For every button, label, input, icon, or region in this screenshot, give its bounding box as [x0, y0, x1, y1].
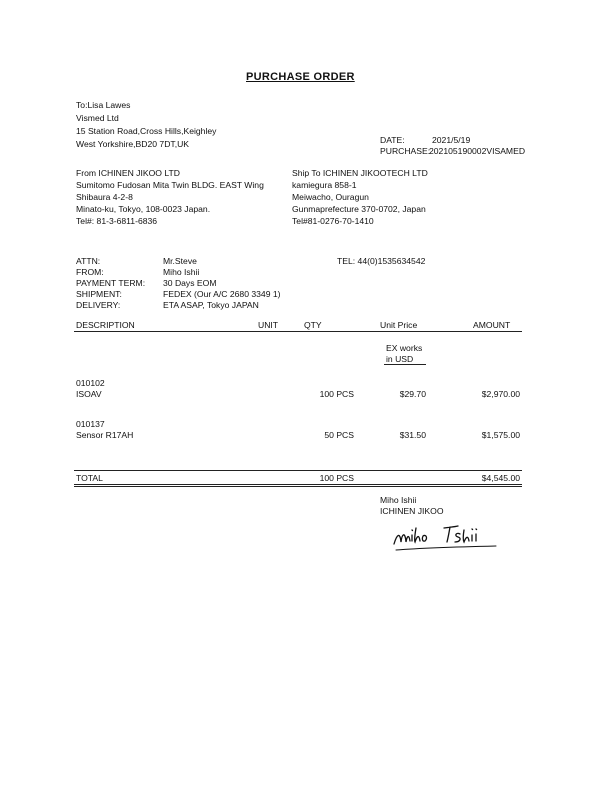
total-amount: $4,545.00	[481, 473, 520, 483]
payment-term-label: PAYMENT TERM:	[76, 278, 146, 288]
total-qty: 100 PCS	[319, 473, 354, 483]
from-value: Miho Ishii	[163, 267, 200, 277]
ship-to-line-4: Gunmaprefecture 370-0702, Japan	[292, 204, 426, 214]
to-address-2: West Yorkshire,BD20 7DT,UK	[76, 139, 190, 149]
item-2-qty: 50 PCS	[324, 430, 354, 440]
terms-underline	[384, 364, 426, 365]
from-label: FROM:	[76, 267, 104, 277]
total-top-divider	[74, 470, 522, 471]
total-label: TOTAL	[76, 473, 103, 483]
from-line-2: Sumitomo Fudosan Mita Twin BLDG. EAST Wing	[76, 180, 264, 190]
date-value: 2021/5/19	[432, 135, 471, 145]
from-line-1: From ICHINEN JIKOO LTD	[76, 168, 180, 178]
col-unit-price: Unit Price	[380, 320, 418, 330]
date-label: DATE:	[380, 135, 405, 145]
from-line-3: Shibaura 4-2-8	[76, 192, 133, 202]
delivery-label: DELIVERY:	[76, 300, 121, 310]
item-2-amount: $1,575.00	[481, 430, 520, 440]
tel-value: TEL: 44(0)1535634542	[337, 256, 426, 266]
delivery-value: ETA ASAP, Tokyo JAPAN	[163, 300, 259, 310]
signature-image	[392, 520, 502, 554]
ship-to-line-3: Meiwacho, Ouragun	[292, 192, 369, 202]
payment-term-value: 30 Days EOM	[163, 278, 217, 288]
col-amount: AMOUNT	[473, 320, 511, 330]
item-2-code: 010137	[76, 419, 105, 429]
to-address-1: 15 Station Road,Cross Hills,Keighley	[76, 126, 217, 136]
to-name: To:Lisa Lawes	[76, 100, 131, 110]
terms-line-2: in USD	[386, 354, 414, 364]
shipment-label: SHIPMENT:	[76, 289, 122, 299]
item-1-code: 010102	[76, 378, 105, 388]
item-1-qty: 100 PCS	[319, 389, 354, 399]
ship-to-line-2: kamiegura 858-1	[292, 180, 357, 190]
item-1-price: $29.70	[399, 389, 426, 399]
to-company: Vismed Ltd	[76, 113, 119, 123]
purchase-value: 202105190002VISAMED	[429, 146, 526, 156]
item-1-name: ISOAV	[76, 389, 102, 399]
item-2-price: $31.50	[399, 430, 426, 440]
ship-to-line-5: Tel#81-0276-70-1410	[292, 216, 374, 226]
purchase-label: PURCHASE:	[380, 146, 431, 156]
terms-line-1: EX works	[386, 343, 423, 353]
header-divider	[74, 331, 522, 332]
from-line-5: Tel#: 81-3-6811-6836	[76, 216, 158, 226]
col-description: DESCRIPTION	[76, 320, 135, 330]
total-bottom-divider	[74, 484, 522, 487]
from-line-4: Minato-ku, Tokyo, 108-0023 Japan.	[76, 204, 211, 214]
attn-label: ATTN:	[76, 256, 101, 266]
ship-to-line-1: Ship To ICHINEN JIKOOTECH LTD	[292, 168, 428, 178]
shipment-value: FEDEX (Our A/C 2680 3349 1)	[163, 289, 281, 299]
attn-value: Mr.Steve	[163, 256, 197, 266]
signoff-company: ICHINEN JIKOO	[380, 506, 444, 516]
item-2-name: Sensor R17AH	[76, 430, 134, 440]
item-1-amount: $2,970.00	[481, 389, 520, 399]
signoff-name: Miho Ishii	[380, 495, 417, 505]
col-unit: UNIT	[258, 320, 279, 330]
page-title: PURCHASE ORDER	[246, 71, 355, 83]
col-qty: QTY	[304, 320, 322, 330]
